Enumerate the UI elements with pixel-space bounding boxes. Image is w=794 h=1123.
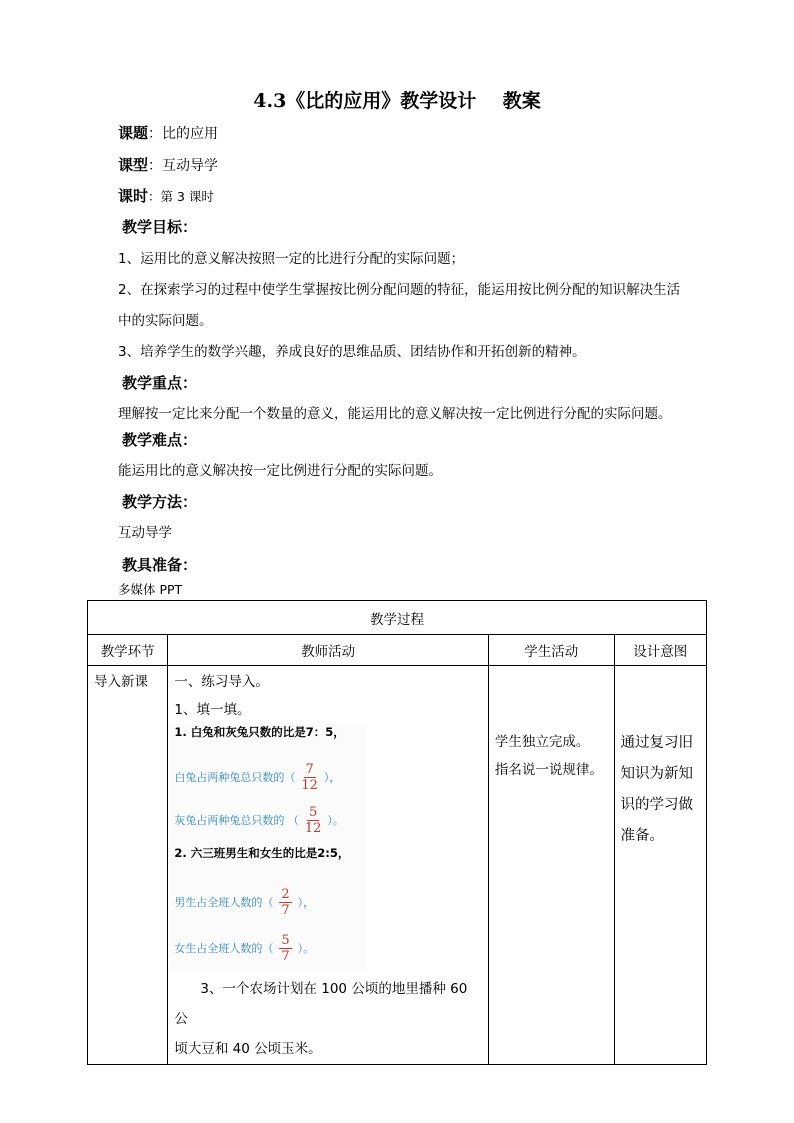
table-caption-row (88, 601, 707, 635)
header-intent: 设计意图 (614, 635, 706, 666)
q1-b-text: 灰兔占两种兔总只数的 （ (174, 814, 299, 827)
q2-line-b (170, 924, 366, 972)
q2-title: 2. 六三班男生和女生的比是2:5， (174, 846, 350, 860)
q2-b-text: 女生占全班人数的（ (174, 942, 274, 955)
type-label: 课型 (118, 156, 149, 174)
q1-b-denominator: 12 (304, 820, 322, 836)
q2-b-numerator: 5 (281, 932, 290, 948)
q2-b-fraction (279, 933, 291, 964)
q1-line-b (170, 800, 366, 840)
intent-line-3: 识的学习做 (620, 797, 694, 813)
teacher-intro: 一、练习导入。 (174, 674, 269, 690)
q2-a-end: ）， (297, 896, 315, 909)
goal-item-3: 3、培养学生的数学兴趣，养成良好的思维品质、团结协作和开拓创新的精神。 (118, 344, 586, 360)
teacher-cell (168, 666, 489, 1065)
q1-line-a (170, 754, 366, 800)
difficulty-heading: 教学难点： (122, 431, 198, 449)
difficulty-text: 能运用比的意义解决按一定比例进行分配的实际问题。 (118, 463, 442, 479)
topic-label: 课题 (118, 124, 149, 142)
student-line-2: 指名说一说规律。 (494, 762, 603, 778)
period-label: 课时 (118, 187, 149, 205)
q1-b-end: ）。 (327, 814, 344, 827)
period-value: ：第 3 课时 (148, 189, 214, 204)
stage-text: 导入新课 (94, 674, 148, 690)
q2-a-fraction (279, 887, 291, 918)
teaching-process-table (87, 600, 707, 1065)
q1-a-denominator: 12 (301, 777, 318, 793)
tools-heading: 教具准备： (122, 556, 198, 574)
student-cell (488, 666, 614, 1065)
teacher-q3-line1: 3、一个农场计划在 100 公顷的地里播种 60 公 (174, 981, 468, 1027)
intent-line-4: 准备。 (620, 828, 665, 844)
type-line (118, 155, 218, 176)
intent-line-1: 通过复习旧 (620, 735, 694, 751)
student-line-1: 学生独立完成。 (494, 734, 590, 750)
header-teacher: 教师活动 (168, 635, 489, 666)
q2-a-text: 男生占全班人数的（ (174, 896, 274, 909)
method-heading: 教学方法： (122, 493, 198, 511)
intent-cell (614, 666, 706, 1065)
q2-a-numerator: 2 (281, 886, 290, 902)
type-value: ：互动导学 (148, 158, 219, 174)
table-header-row (88, 635, 707, 666)
key-heading: 教学重点： (122, 374, 198, 392)
q1-a-numerator: 7 (305, 761, 314, 777)
topic-value: ：比的应用 (148, 126, 219, 142)
goal-item-1: 1、运用比的意义解决按照一定的比进行分配的实际问题； (118, 251, 465, 267)
header-student: 学生活动 (488, 635, 614, 666)
q1-a-fraction (301, 762, 318, 793)
goal-item-2-cont: 中的实际问题。 (118, 313, 213, 329)
header-stage: 教学环节 (88, 635, 168, 666)
q2-line-a (170, 880, 366, 924)
q1-a-text: 白兔占两种兔总只数的（ (174, 771, 296, 784)
teacher-sub: 1、填一填。 (174, 702, 251, 718)
teacher-q3-line2: 顷大豆和 40 公顷玉米。 (174, 1041, 322, 1057)
q1-a-end: ）， (323, 771, 341, 784)
tools-text: 多媒体 PPT (118, 582, 183, 597)
goal-item-2: 2、在探索学习的过程中使学生掌握按比例分配问题的特征，能运用按比例分配的知识解决生活 (118, 282, 681, 298)
stage-cell (88, 666, 168, 1065)
intent-line-2: 知识为新知 (620, 766, 694, 782)
method-text: 互动导学 (118, 525, 172, 541)
q1-b-fraction (305, 805, 322, 836)
key-text: 理解按一定比来分配一个数量的意义，能运用比的意义解决按一定比例进行分配的实际问题。 (118, 406, 672, 422)
q1-title: 1. 白兔和灰兔只数的比是7：5， (174, 725, 345, 739)
period-line (118, 186, 214, 207)
table-row (88, 666, 707, 1065)
table-caption: 教学过程 (88, 601, 707, 635)
q2-b-end: ）。 (297, 942, 315, 955)
q2-a-denominator: 7 (281, 902, 290, 918)
q1-b-numerator: 5 (309, 804, 318, 820)
document-title: 4.3《比的应用》教学设计 教案 (253, 90, 541, 112)
exercise-image (170, 724, 366, 972)
q2-b-denominator: 7 (281, 948, 290, 964)
goals-heading: 教学目标： (122, 218, 198, 236)
topic-line (118, 123, 218, 144)
